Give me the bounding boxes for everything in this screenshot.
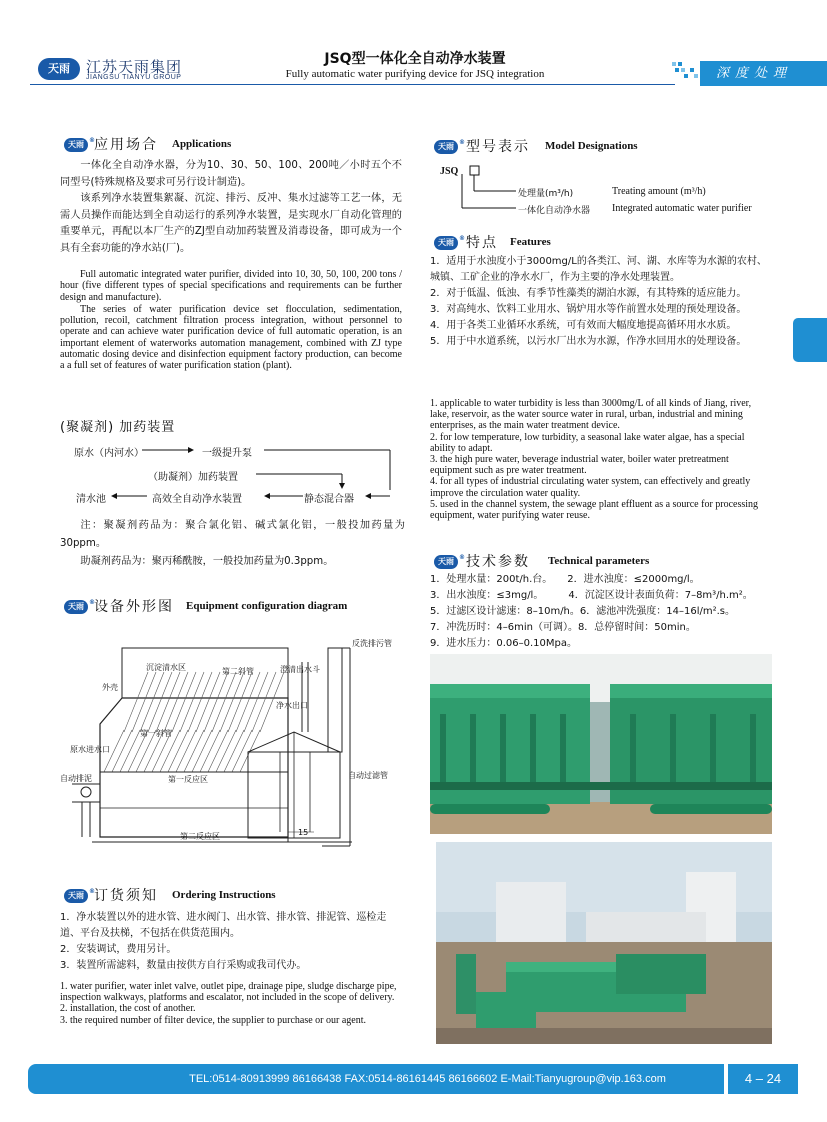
label-auto-filter: 自动过滤管 (348, 771, 388, 780)
ordering-cn-item: 1．净水装置以外的进水管、进水阀门、出水管、排水管、排泥管、巡检走道、平台及扶梯，不包括在供货范围内。 (60, 912, 387, 939)
plant-photo-1 (430, 654, 772, 834)
ordering-en-item: 2. installation, the cost of another. (60, 1003, 196, 1015)
dosing-note: 注：聚凝剂药品为：聚合氯化铝、碱式氯化铝，一般投加药量为30ppm。 (60, 520, 405, 549)
label-auto-drain: 自动排泥 (60, 774, 92, 783)
label-second-zone: 第二反应区 (180, 832, 220, 841)
technical-row: 7．冲洗历时：4–6min（可调）。8．总停留时间：50min。 (430, 622, 696, 633)
ordering-en-item: 3. the required number of filter device, the supplier to purchase or our agent. (60, 1014, 367, 1026)
technical-row: 9．进水压力：0.06–0.10Mpa。 (430, 638, 577, 649)
label-first-zone: 第一反应区 (168, 775, 208, 784)
page-title-en: Fully automatic water purifying device for JSQ integration (285, 68, 545, 80)
features-cn-item: 3．对高纯水、饮料工业用水、锅炉用水等作前置水处理的预处理设备。 (430, 304, 747, 315)
label-clear-tank: 澄清出水斗 (280, 665, 320, 674)
flow-aid-dosing: （助凝剂）加药装置 (148, 472, 238, 483)
applications-en-paragraph: Full automatic integrated water purifier, divided into 10, 30, 50, 100, 200 tons / hour (five different types of special specifications and requirements can be further design and manufacture). (60, 269, 402, 303)
footer-contact: TEL:0514-80913999 86166438 FAX:0514-86161445 86166602 E-Mail:Tianyugroup@vip.163.com (189, 1073, 666, 1085)
features-en-item: 3. the high pure water, beverage industrial water, boiler water pretreatment equipment such as pre water treatment. (430, 454, 729, 477)
technical-title-cn: 技术参数 (466, 554, 530, 570)
flow-clear-pool: 清水池 (76, 494, 106, 505)
ordering-cn-item: 2．安装调试，费用另计。 (60, 944, 177, 955)
features-cn-item: 4．用于各类工业循环水系统，可有效而大幅度地提高循环用水水质。 (430, 320, 737, 331)
features-en-item: 5. used in the channel system, the sewage plant effluent as a source for processing equipment, water purifying water reuse. (430, 498, 759, 522)
equipment-diagram (52, 632, 404, 850)
section-banner: 深度处理 (700, 61, 827, 86)
header-rule (30, 84, 675, 85)
ordering-title-cn: 订货须知 (94, 888, 158, 904)
company-name-en: JIANGSU TIANYU GROUP (86, 74, 182, 81)
flow-mixer: 静态混合器 (304, 494, 354, 505)
flow-pump: 一级提升泵 (202, 448, 252, 459)
label-second-inclined: 第二斜管 (222, 667, 254, 676)
model-code: JSQ (440, 166, 459, 177)
label-raw-inlet: 原水进水口 (70, 745, 110, 754)
ordering-en-item: 1. water purifier, water inlet valve, outlet pipe, drainage pipe, sludge discharge pipe, inspection walkways, platforms and escalator, not included in the scope of delivery. (60, 981, 397, 1004)
company-name-cn: 江苏天雨集团 (86, 58, 183, 76)
model-line1-cn: 处理量(m³/h) (518, 189, 574, 199)
label-outer-shell: 外壳 (102, 683, 118, 692)
applications-en-paragraph: The series of water purification device set flocculation, sedimentation, pollution, recoil, catchment filtration process integration, without personnel to operate and can achieve water purification device of full automatic operation, is an important element of waterworks automation management, combined with ZJ type automatic dosing device and disinfection equipment factory production, can become a a full set of features of water purification station (plant). (60, 303, 402, 372)
label-outlet: 净水出口 (276, 701, 308, 710)
page-number: 4 – 24 (728, 1064, 798, 1094)
features-title-en: Features (510, 236, 551, 248)
page-title-cn: JSQ型一体化全自动净水装置 (324, 51, 506, 67)
section-logo-icon: 天雨 ® (434, 555, 458, 569)
flow-raw-water: 原水（内河水） (74, 448, 144, 459)
section-logo-icon: 天雨 ® (434, 140, 458, 154)
label-settle-zone: 沉淀清水区 (146, 663, 186, 672)
section-logo-icon: 天雨 ® (434, 236, 458, 250)
features-en-item: 2. for low temperature, low turbidity, a seasonal lake water algae, has a special ability to adapt. (430, 431, 745, 454)
features-en-item: 4. for all types of industrial circulating water system, can effectively and greatly improve the circulation water quality. (430, 476, 751, 499)
dosing-note: 助凝剂药品为：聚丙稀酰胺，一般投加药量为0.3ppm。 (80, 556, 334, 567)
applications-cn-paragraph: 该系列净水装置集絮凝、沉淀、排污、反冲、集水过滤等工艺一体，无需人员操作而能达到全自动运行的系列净水装置，是实现水厂自动化管理的重要单元，再配以本厂生产的ZJ型自动加药装置及消毒设备，即可成为一个具有全套功能的净水站(厂)。 (60, 193, 402, 254)
features-en-item: 1. applicable to water turbidity is less than 3000mg/L of all kinds of Jiang, river, lake, reservoir, as the water source water in rural, urban, industrial and mining enterprises, as the main water treatment device. (430, 398, 752, 432)
applications-cn-paragraph: 一体化全自动净水器，分为10、30、50、100、200吨／小时五个不同型号(特殊规格及要求可另行设计制造)。 (60, 160, 402, 188)
features-title-cn: 特点 (466, 235, 498, 251)
technical-row: 1．处理水量：200t/h.台。 2．进水浊度：≤2000mg/l。 (430, 574, 700, 585)
technical-row: 5．过滤区设计滤速：8–10m/h。6．滤池冲洗强度：14–16l/m².s。 (430, 606, 735, 617)
model-line1-en: Treating amount (m³/h) (612, 186, 706, 197)
applications-title-cn: 应用场合 (94, 137, 158, 153)
side-tab (793, 318, 827, 362)
section-logo-icon: 天雨 ® (64, 138, 88, 152)
flow-purifier: 高效全自动净水装置 (152, 494, 242, 505)
dosing-title: (聚凝剂) 加药装置 (60, 420, 176, 435)
features-cn-item: 5．用于中水道系统，以污水厂出水为水源，作净水回用水的处理设备。 (430, 336, 747, 347)
section-logo-icon: 天雨 ® (64, 889, 88, 903)
applications-title-en: Applications (172, 138, 232, 150)
model-title-cn: 型号表示 (466, 139, 530, 155)
technical-row: 3．出水浊度：≤3mg/l。 4．沉淀区设计表面负荷：7–8m³/h.m²。 (430, 590, 753, 601)
plant-photo-2 (436, 842, 772, 1044)
model-designation-lines (460, 164, 520, 214)
features-cn-item: 1．适用于水浊度小于3000mg/L的各类江、河、湖、水库等为水源的农村、城镇、工矿企业的净水水厂，作为主要的净水处理装置。 (430, 256, 767, 283)
features-cn-item: 2．对于低温、低浊、有季节性藻类的湖泊水源，有其特殊的适应能力。 (430, 288, 747, 299)
ordering-cn-item: 3．装置所需滤料，数量由按供方自行采购或我司代办。 (60, 960, 307, 971)
equipment-title-cn: 设备外形图 (94, 599, 174, 615)
equipment-title-en: Equipment configuration diagram (186, 600, 348, 612)
ordering-title-en: Ordering Instructions (172, 889, 276, 901)
section-logo-icon: 天雨 ® (64, 600, 88, 614)
company-logo-mark: 天雨 (38, 58, 80, 80)
label-backwash-pipe: 反洗排污管 (352, 639, 392, 648)
label-dimension: 15 (298, 828, 309, 837)
model-line2-cn: 一体化自动净水器 (518, 206, 591, 216)
decorative-dots-icon (672, 60, 702, 82)
label-first-inclined: 第一斜管 (140, 729, 172, 738)
model-title-en: Model Designations (545, 140, 638, 152)
technical-title-en: Technical parameters (548, 555, 650, 567)
model-line2-en: Integrated automatic water purifier (612, 203, 752, 214)
